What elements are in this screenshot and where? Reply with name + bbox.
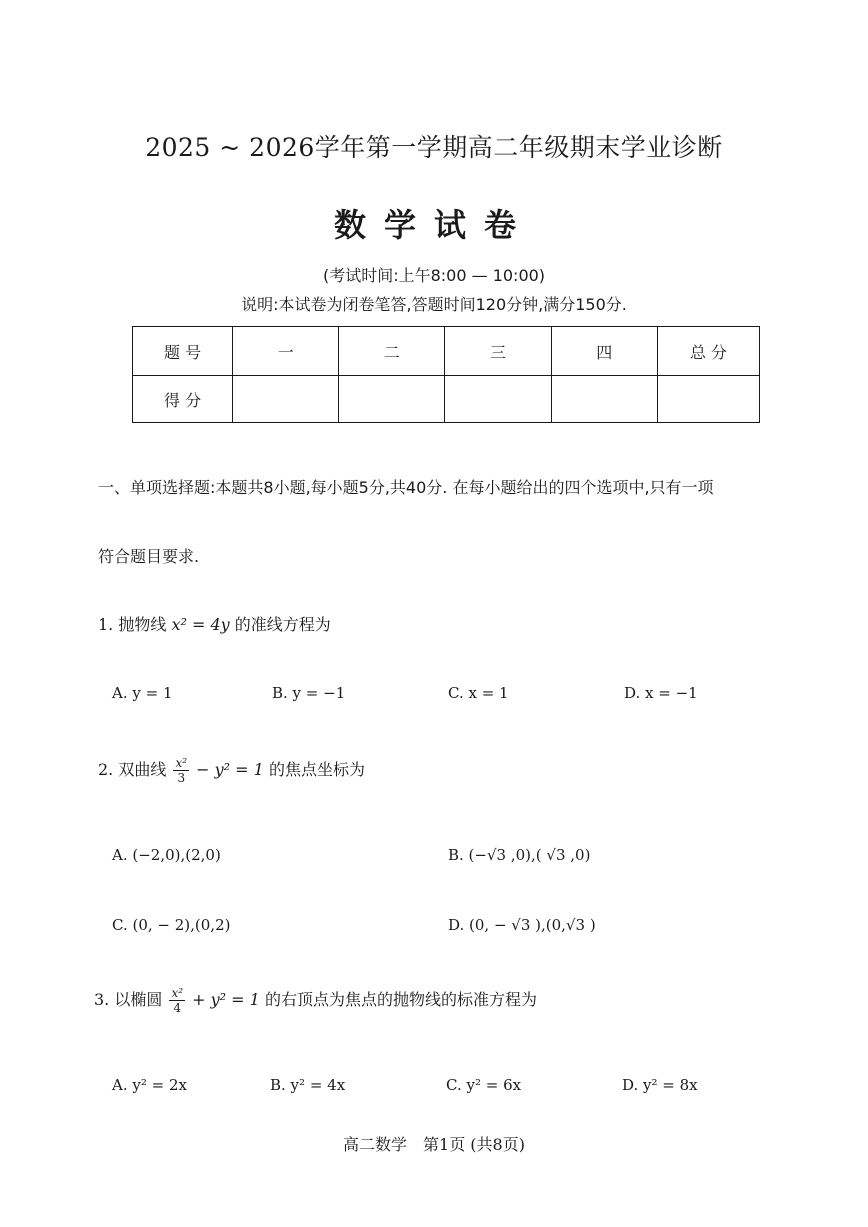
- stem-suffix: 的准线方程为: [234, 615, 331, 634]
- section1-heading-line1: 一、单项选择题:本题共8小题,每小题5分,共40分. 在每小题给出的四个选项中,只有一项: [98, 478, 714, 497]
- score-table: [132, 326, 760, 423]
- fraction-numerator: x²: [171, 986, 184, 1000]
- score-header-part3: 三: [445, 327, 551, 376]
- score-header-part4: 四: [551, 327, 657, 376]
- score-cell-part2: [339, 376, 445, 423]
- fraction-denominator: 4: [173, 1001, 182, 1015]
- exam-title: 2025 ~ 2026学年第一学期高二年级期末学业诊断: [145, 133, 723, 162]
- fraction-denominator: 3: [177, 771, 186, 785]
- stem-prefix: 抛物线: [118, 615, 167, 634]
- question-2-option-a: A. (−2,0),(2,0): [112, 846, 221, 864]
- score-table-score-row: [133, 376, 760, 423]
- stem-fraction: [173, 756, 189, 785]
- stem-prefix: 双曲线: [118, 760, 167, 779]
- score-cell-part3: [445, 376, 551, 423]
- question-1-option-b: B. y = −1: [272, 684, 346, 702]
- exam-time: (考试时间:上午8:00 — 10:00): [322, 266, 546, 285]
- question-3-stem: [94, 986, 537, 1015]
- question-1-stem: [98, 612, 331, 635]
- score-table-header-row: [133, 327, 760, 376]
- question-3-option-c: C. y² = 6x: [446, 1076, 522, 1094]
- question-3-option-d: D. y² = 8x: [622, 1076, 698, 1094]
- question-3-option-a: A. y² = 2x: [112, 1076, 187, 1094]
- stem-math: x² = 4y: [171, 615, 230, 634]
- score-header-part2: 二: [339, 327, 445, 376]
- score-row-label: 得 分: [133, 376, 233, 423]
- question-2-option-b: B. (−√3 ,0),( √3 ,0): [448, 846, 591, 864]
- score-header-part1: 一: [233, 327, 339, 376]
- question-number: 2.: [98, 760, 114, 779]
- stem-suffix: 的右顶点为焦点的抛物线的标准方程为: [264, 990, 537, 1009]
- question-1-option-c: C. x = 1: [448, 684, 509, 702]
- question-2-stem: [98, 756, 365, 785]
- question-2-option-c: C. (0, − 2),(0,2): [112, 916, 231, 934]
- score-header-total: 总 分: [657, 327, 759, 376]
- question-number: 1.: [98, 615, 114, 634]
- subject-title: 数学试卷: [333, 206, 534, 244]
- score-cell-total: [657, 376, 759, 423]
- stem-fraction: [169, 986, 185, 1015]
- exam-instructions: 说明:本试卷为闭卷笔答,答题时间120分钟,满分150分.: [241, 295, 627, 314]
- page-footer: 高二数学 第1页 (共8页): [343, 1135, 525, 1154]
- question-number: 3.: [94, 990, 110, 1009]
- stem-math: + y² = 1: [192, 990, 260, 1009]
- score-cell-part1: [233, 376, 339, 423]
- question-2-option-d: D. (0, − √3 ),(0,√3 ): [448, 916, 596, 934]
- fraction-numerator: x²: [175, 756, 188, 770]
- score-cell-part4: [551, 376, 657, 423]
- stem-math: − y² = 1: [196, 760, 264, 779]
- stem-suffix: 的焦点坐标为: [268, 760, 365, 779]
- question-1-option-a: A. y = 1: [112, 684, 173, 702]
- question-1-option-d: D. x = −1: [624, 684, 698, 702]
- question-3-option-b: B. y² = 4x: [270, 1076, 346, 1094]
- section1-heading-line2: 符合题目要求.: [98, 547, 200, 566]
- stem-prefix: 以椭圆: [114, 990, 163, 1009]
- score-header-label: 题 号: [133, 327, 233, 376]
